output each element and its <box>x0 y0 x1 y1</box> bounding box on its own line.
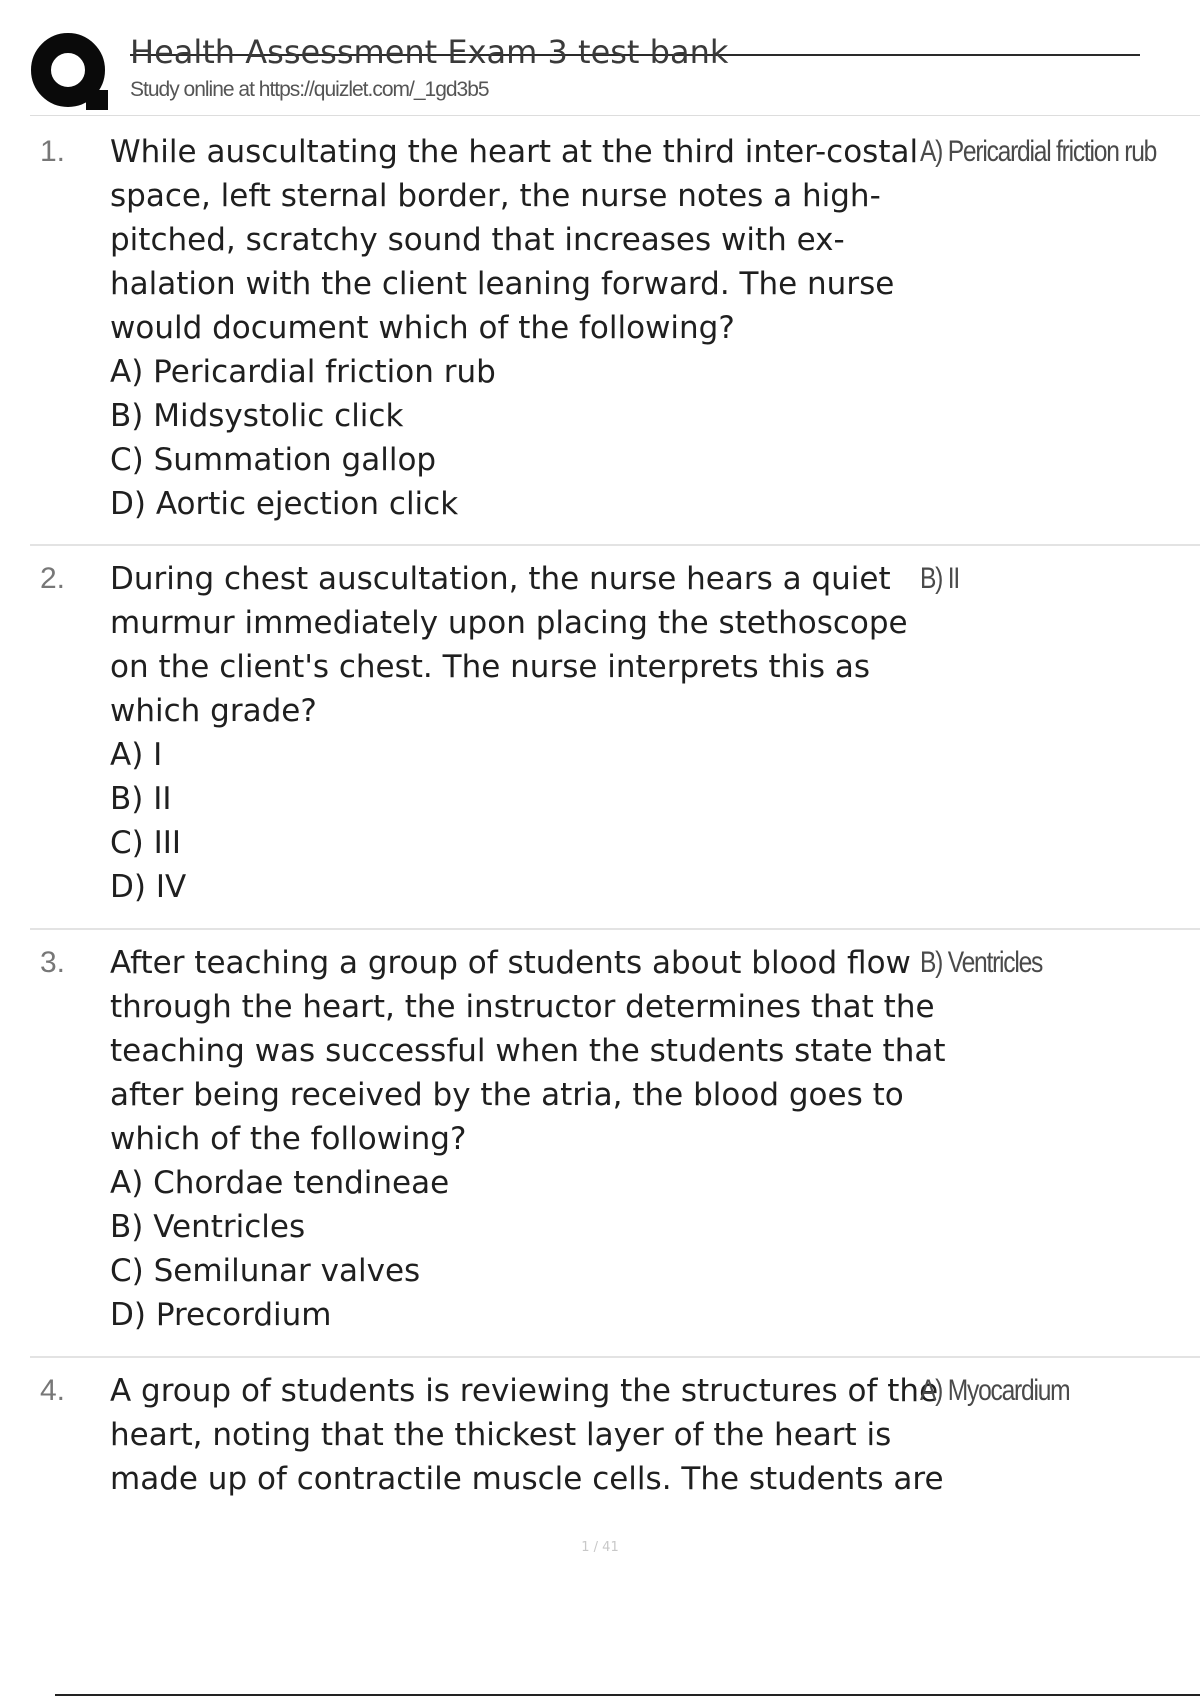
option-list <box>110 350 950 526</box>
option-c: C) Semilunar valves <box>110 1253 421 1289</box>
document-title: Health Assessment Exam 3 test bank <box>130 30 1140 56</box>
page-number: 1 / 41 <box>581 1540 619 1555</box>
question-body <box>110 941 950 1337</box>
question-text: During chest auscultation, the nurse hears a quiet murmur immediately upon placing the stethoscope on the client's chest. The nurse interprets this as which grade? <box>110 561 908 729</box>
question-text: While auscultating the heart at the third inter-costal space, left sternal border, the nurse notes a high-pitched, scratchy sound that increases with ex-halation with the client leaning forward. The nurse would document which of the following? <box>110 134 919 346</box>
option-b: B) II <box>110 781 172 817</box>
option-list <box>110 733 950 909</box>
option-a: A) Chordae tendineae <box>110 1165 450 1201</box>
question-text: After teaching a group of students about blood flow through the heart, the instructor determines that the teaching was successful when the students state that after being received by the atria, the blood goes to which of the following? <box>110 945 946 1157</box>
answer-text: B) Ventricles <box>920 946 1043 979</box>
option-d: D) IV <box>110 869 187 905</box>
answer-text: A) Pericardial friction rub <box>920 135 1157 168</box>
option-list <box>110 1161 950 1337</box>
question-number: 3. <box>40 946 66 979</box>
quizlet-logo-icon <box>30 32 110 112</box>
question-divider <box>30 928 1200 930</box>
question-number: 1. <box>40 135 66 168</box>
question-body <box>110 130 950 526</box>
option-c: C) Summation gallop <box>110 442 437 478</box>
question-divider <box>30 1356 1200 1358</box>
option-a: A) Pericardial friction rub <box>110 354 496 390</box>
option-b: B) Ventricles <box>110 1209 306 1245</box>
option-b: B) Midsystolic click <box>110 398 404 434</box>
question-text: A group of students is reviewing the structures of the heart, noting that the thickest layer of the heart is made up of contractile muscle cells. The students are <box>110 1373 944 1497</box>
question-number: 4. <box>40 1374 66 1407</box>
question-body <box>110 557 950 909</box>
answer-text: A) Myocardium <box>920 1374 1070 1407</box>
question-number: 2. <box>40 562 66 595</box>
option-a: A) I <box>110 737 163 773</box>
question-body <box>110 1369 950 1501</box>
page-bottom-rule <box>55 1694 1200 1696</box>
option-d: D) Precordium <box>110 1297 332 1333</box>
header-divider <box>30 115 1200 116</box>
answer-text: B) II <box>920 562 959 595</box>
study-online-link[interactable]: Study online at https://quizlet.com/_1gd3b5 <box>130 78 489 101</box>
option-c: C) III <box>110 825 182 861</box>
question-divider <box>30 544 1200 546</box>
option-d: D) Aortic ejection click <box>110 486 459 522</box>
